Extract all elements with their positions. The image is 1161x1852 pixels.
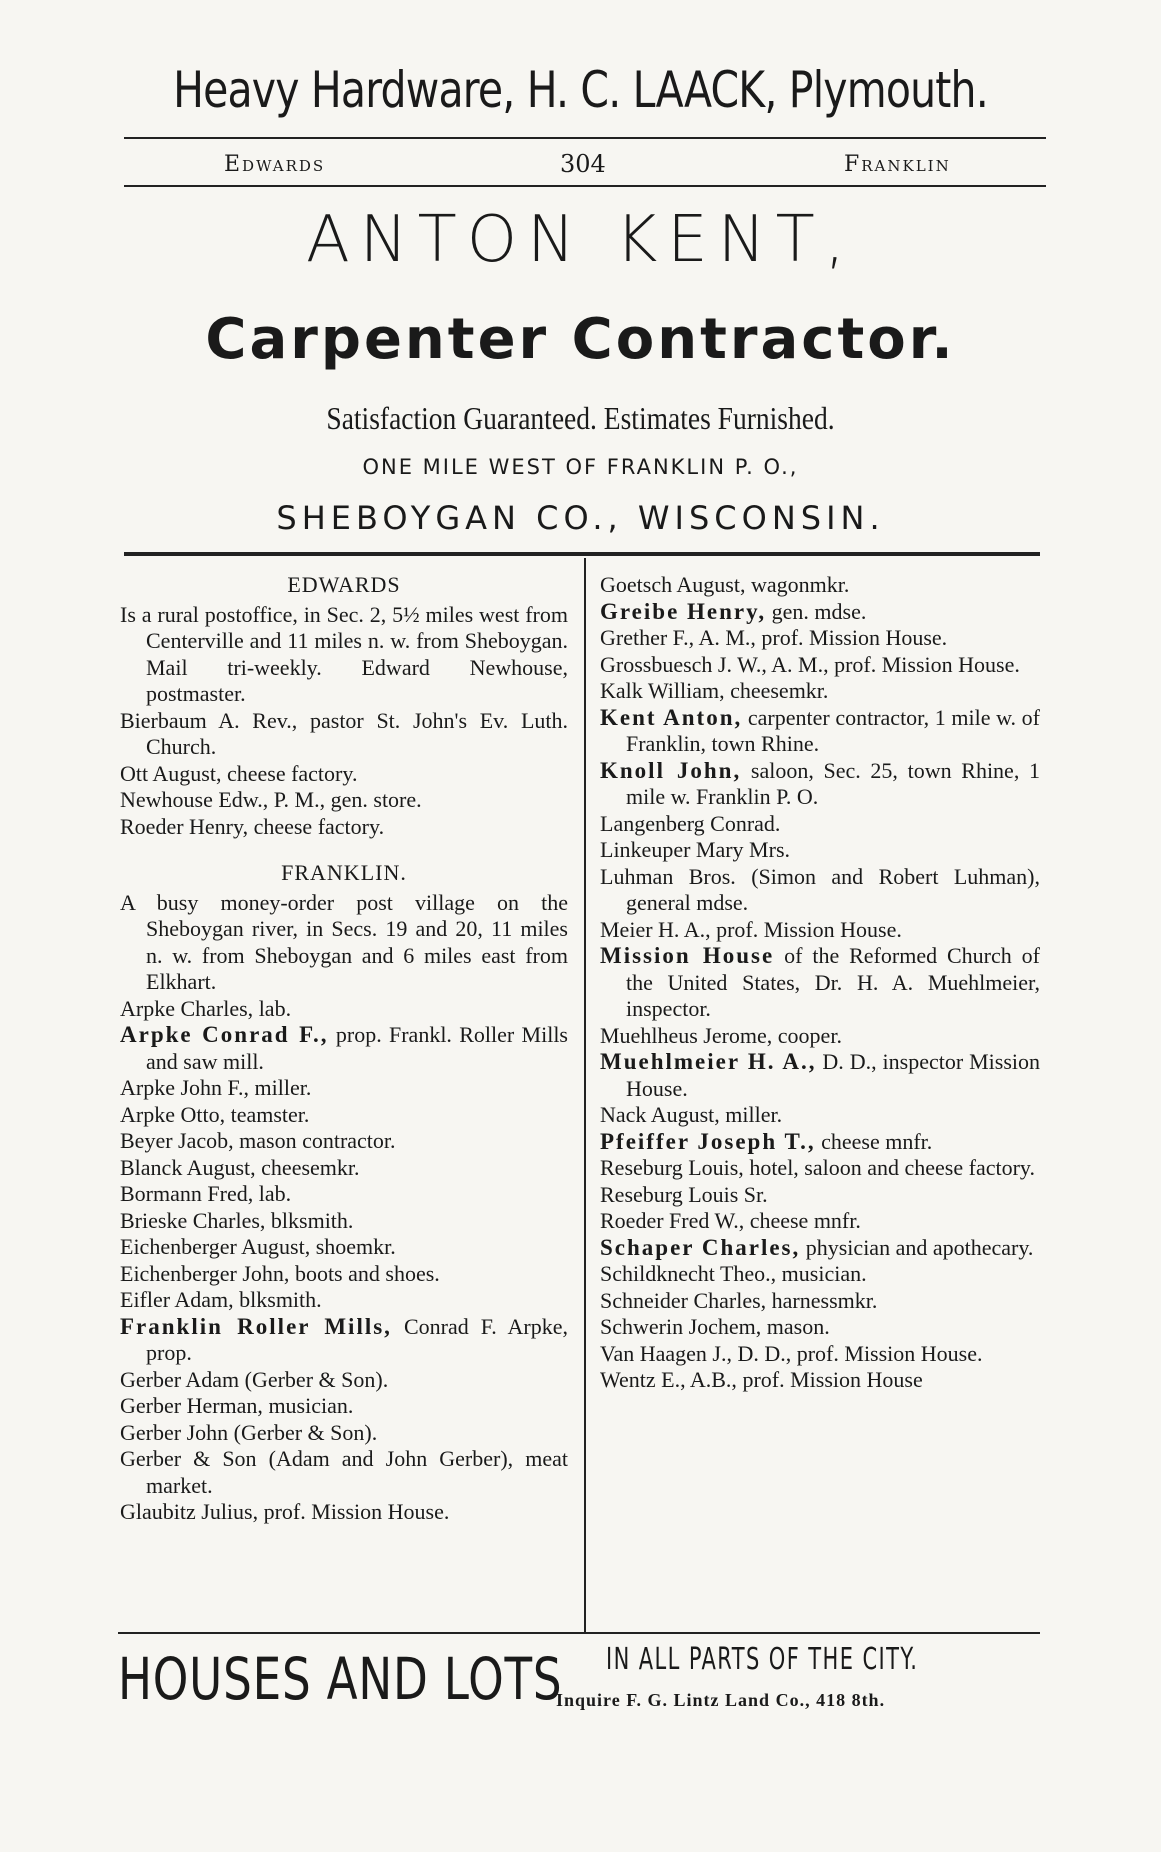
- entry-name: Kent Anton,: [600, 704, 743, 730]
- top-banner-ad: Heavy Hardware, H. C. LAACK, Plymouth.: [173, 61, 988, 119]
- entry-name: Roeder Fred W.,: [600, 1208, 745, 1233]
- directory-entry: [600, 652, 1040, 679]
- entry-detail: mason contractor.: [233, 1128, 396, 1153]
- entry-detail: shoemkr.: [310, 1234, 396, 1259]
- entry-detail: prof. Mission House: [736, 1367, 923, 1392]
- directory-entry: [120, 1075, 568, 1102]
- directory-entry: [600, 1049, 1040, 1102]
- entry-name: Gerber Herman,: [120, 1393, 263, 1418]
- entry-detail: (Adam and John Gerber), meat market.: [146, 1446, 568, 1498]
- directory-entry: [600, 678, 1040, 705]
- directory-entry: [600, 1023, 1040, 1050]
- entry-name: Arpke John F.,: [120, 1075, 250, 1100]
- entry-detail: (Gerber & Son).: [239, 1366, 389, 1392]
- directory-entry: [600, 1367, 1040, 1394]
- entry-name: Luhman Bros.: [600, 863, 736, 889]
- directory-entry: [120, 1155, 568, 1182]
- directory-entry: [600, 837, 1040, 864]
- entry-detail: cheesemkr.: [255, 1154, 360, 1180]
- directory-entry: [600, 1129, 1040, 1156]
- entry-detail: blksmith.: [233, 1287, 322, 1312]
- left-column: [120, 572, 568, 1526]
- directory-entry: [120, 1102, 568, 1129]
- entry-detail: prof. Mission House.: [710, 916, 902, 942]
- entry-detail: prof. Mission House.: [258, 1499, 450, 1524]
- page-number: 304: [560, 150, 606, 178]
- directory-entry: [120, 1420, 568, 1447]
- advert-tagline: Satisfaction Guaranteed. Estimates Furnished.: [326, 400, 835, 436]
- entry-name: Schaper Charles,: [600, 1234, 801, 1260]
- entry-name: Gerber Adam: [120, 1366, 240, 1392]
- entry-name: Brieske Charles,: [120, 1207, 266, 1233]
- directory-entry: [120, 1499, 568, 1526]
- directory-entry: [600, 599, 1040, 626]
- advert-location-line1: ONE MILE WEST OF FRANKLIN P. O.,: [362, 455, 799, 479]
- directory-entry: [120, 1022, 568, 1075]
- right-column: [600, 572, 1040, 1394]
- entry-detail: wagonmkr.: [745, 572, 850, 597]
- entry-name: Bormann Fred,: [120, 1181, 254, 1206]
- entry-detail: musician.: [262, 1393, 354, 1418]
- entry-detail: boots and shoes.: [289, 1260, 440, 1286]
- directory-entry: [600, 625, 1040, 652]
- entry-name: Schneider Charles,: [600, 1287, 767, 1313]
- entry-name: Grether F., A. M.,: [600, 625, 756, 650]
- entry-detail: (Simon and Robert Luhman), general mdse.: [626, 863, 1040, 915]
- directory-entry: [600, 705, 1040, 758]
- entry-name: Arpke Otto,: [120, 1101, 226, 1127]
- directory-entry: [120, 1234, 568, 1261]
- entry-detail: prop. Frankl. Roller Mills and saw mill.: [146, 1022, 568, 1074]
- entry-detail: musician.: [776, 1261, 867, 1286]
- entry-detail: gen. mdse.: [766, 598, 867, 624]
- directory-entry: [120, 1367, 568, 1394]
- entry-detail: harnessmkr.: [766, 1287, 878, 1313]
- directory-entry: [600, 864, 1040, 917]
- running-head-left: Edwards: [224, 152, 326, 177]
- directory-entry: [600, 917, 1040, 944]
- entry-name: Muehlheus Jerome,: [600, 1022, 773, 1048]
- entry-name: Eichenberger August,: [120, 1234, 311, 1259]
- entry-name: Blanck August,: [120, 1154, 256, 1180]
- entry-detail: hotel, saloon and cheese factory.: [743, 1155, 1035, 1180]
- entry-name: Wentz E., A.B.,: [600, 1367, 737, 1392]
- advert-bottom-rule: [124, 552, 1040, 556]
- header-bottom-rule: [124, 185, 1046, 187]
- entry-detail: prof. Mission House.: [828, 651, 1020, 677]
- entry-name: Knoll John,: [600, 757, 742, 783]
- entry-name: Nack August,: [600, 1102, 720, 1127]
- entry-name: Arpke Charles,: [120, 995, 254, 1021]
- franklin-entries-left: [120, 996, 568, 1526]
- directory-entry: Roeder Henry, cheese factory.: [120, 813, 385, 839]
- entry-detail: miller.: [719, 1102, 783, 1127]
- directory-entry: [600, 943, 1040, 1023]
- entry-detail: of the Reformed Church of the United States, Dr. H. A. Muehlmeier, inspector.: [626, 943, 1040, 1021]
- footer-headline: HOUSES AND LOTS: [118, 1645, 563, 1713]
- edwards-entries: [120, 602, 568, 841]
- entry-detail: saloon, Sec. 25, town Rhine, 1 mile w. Franklin P. O.: [626, 757, 1040, 809]
- entry-name: Schildknecht Theo.,: [600, 1261, 777, 1286]
- directory-entry: [600, 1288, 1040, 1315]
- directory-entry: [120, 1208, 568, 1235]
- directory-entry: Ott August, cheese factory.: [120, 760, 358, 786]
- entry-name: Eifler Adam,: [120, 1287, 234, 1312]
- header-top-rule: [124, 137, 1046, 139]
- entry-name: Mission House: [600, 943, 775, 968]
- entry-name: Gerber & Son: [120, 1446, 257, 1471]
- entry-detail: (Gerber & Son).: [228, 1419, 378, 1445]
- entry-name: Arpke Conrad F.,: [120, 1022, 329, 1047]
- advert-location-line2: SHEBOYGAN CO., WISCONSIN.: [276, 499, 885, 537]
- franklin-entries-right: [600, 572, 1040, 1394]
- entry-name: Schwerin Jochem,: [600, 1314, 762, 1339]
- directory-entry: Bierbaum A. Rev., pastor St. John's Ev. Luth. Church.: [120, 707, 568, 759]
- directory-entry: [600, 1155, 1040, 1182]
- directory-entry: [120, 1181, 568, 1208]
- entry-name: Muehlmeier H. A.,: [600, 1049, 817, 1074]
- entry-name: Glaubitz Julius,: [120, 1499, 259, 1524]
- directory-entry: Newhouse Edw., P. M., gen. store.: [120, 787, 422, 812]
- entry-name: Meier H. A.,: [600, 916, 711, 942]
- directory-entry: [600, 1261, 1040, 1288]
- entry-name: Van Haagen J., D. D.,: [600, 1340, 792, 1366]
- directory-entry: [600, 811, 1040, 838]
- directory-entry: [120, 1287, 568, 1314]
- footer-inquire: Inquire F. G. Lintz Land Co., 418 8th.: [556, 1690, 886, 1710]
- entry-name: Franklin Roller Mills,: [120, 1313, 392, 1339]
- directory-entry: [120, 1393, 568, 1420]
- entry-detail: D. D., inspector Mission House.: [626, 1049, 1040, 1101]
- entry-detail: cheesemkr.: [724, 678, 829, 703]
- advert-name: ANTON KENT,: [305, 203, 856, 277]
- entry-name: Gerber John: [120, 1419, 229, 1445]
- entry-detail: blksmith.: [265, 1207, 354, 1233]
- entry-detail: miller.: [249, 1075, 312, 1100]
- directory-entry: [600, 1235, 1040, 1262]
- directory-entry: [120, 996, 568, 1023]
- advert-trade: Carpenter Contractor.: [205, 307, 956, 372]
- directory-entry: Is a rural postoffice, in Sec. 2, 5½ miles west from Centerville and 11 miles n. w. from Sheboygan. Mail tri-weekly. Edward Newhouse, postmaster.: [120, 601, 568, 706]
- franklin-intro: A busy money-order post village on the Sheboygan river, in Secs. 19 and 20, 11 miles n. w. from Sheboygan and 6 miles east from Elkhart.: [120, 889, 568, 994]
- entry-detail: prof. Mission House.: [791, 1340, 983, 1366]
- directory-entry: [600, 758, 1040, 811]
- directory-entry: [120, 1446, 568, 1499]
- entry-name: Grossbuesch J. W., A. M.,: [600, 651, 829, 677]
- entry-detail: prof. Mission House.: [755, 625, 948, 650]
- directory-entry: [600, 1208, 1040, 1235]
- entry-detail: lab.: [253, 1181, 292, 1206]
- entry-detail: lab.: [253, 995, 292, 1021]
- column-divider: [584, 558, 586, 1632]
- directory-entry: [120, 1314, 568, 1367]
- directory-entry: [120, 1261, 568, 1288]
- entry-detail: cooper.: [772, 1022, 842, 1048]
- directory-entry: [600, 1182, 1040, 1209]
- entry-name: Reseburg Louis Sr.: [600, 1181, 768, 1207]
- entry-name: Langenberg Conrad.: [600, 810, 781, 836]
- entry-detail: mason.: [761, 1314, 830, 1339]
- entry-name: Pfeiffer Joseph T.,: [600, 1128, 816, 1154]
- entry-name: Greibe Henry,: [600, 598, 767, 624]
- directory-entry: [600, 572, 1040, 599]
- entry-name: Reseburg Louis,: [600, 1155, 744, 1180]
- entry-detail: teamster.: [225, 1101, 310, 1127]
- directory-entry: [600, 1314, 1040, 1341]
- entry-name: Kalk William,: [600, 678, 725, 703]
- entry-detail: Conrad F. Arpke, prop.: [146, 1313, 568, 1365]
- franklin-section-title: FRANKLIN.: [281, 860, 407, 885]
- running-head-right: Franklin: [844, 152, 951, 177]
- entry-detail: cheese mnfr.: [815, 1128, 933, 1154]
- entry-name: Beyer Jacob,: [120, 1128, 234, 1153]
- entry-name: Linkeuper Mary Mrs.: [600, 837, 791, 862]
- entry-detail: carpenter contractor, 1 mile w. of Franklin, town Rhine.: [626, 704, 1041, 756]
- entry-name: Goetsch August,: [600, 572, 746, 597]
- directory-entry: [600, 1341, 1040, 1368]
- directory-entry: [600, 1102, 1040, 1129]
- footer-top-rule: [118, 1632, 1040, 1634]
- edwards-section-title: EDWARDS: [287, 572, 401, 597]
- entry-detail: physician and apothecary.: [800, 1234, 1034, 1260]
- entry-detail: cheese mnfr.: [744, 1208, 861, 1233]
- footer-subline: IN ALL PARTS OF THE CITY.: [606, 1642, 919, 1677]
- directory-entry: [120, 1128, 568, 1155]
- entry-name: Eichenberger John,: [120, 1260, 290, 1286]
